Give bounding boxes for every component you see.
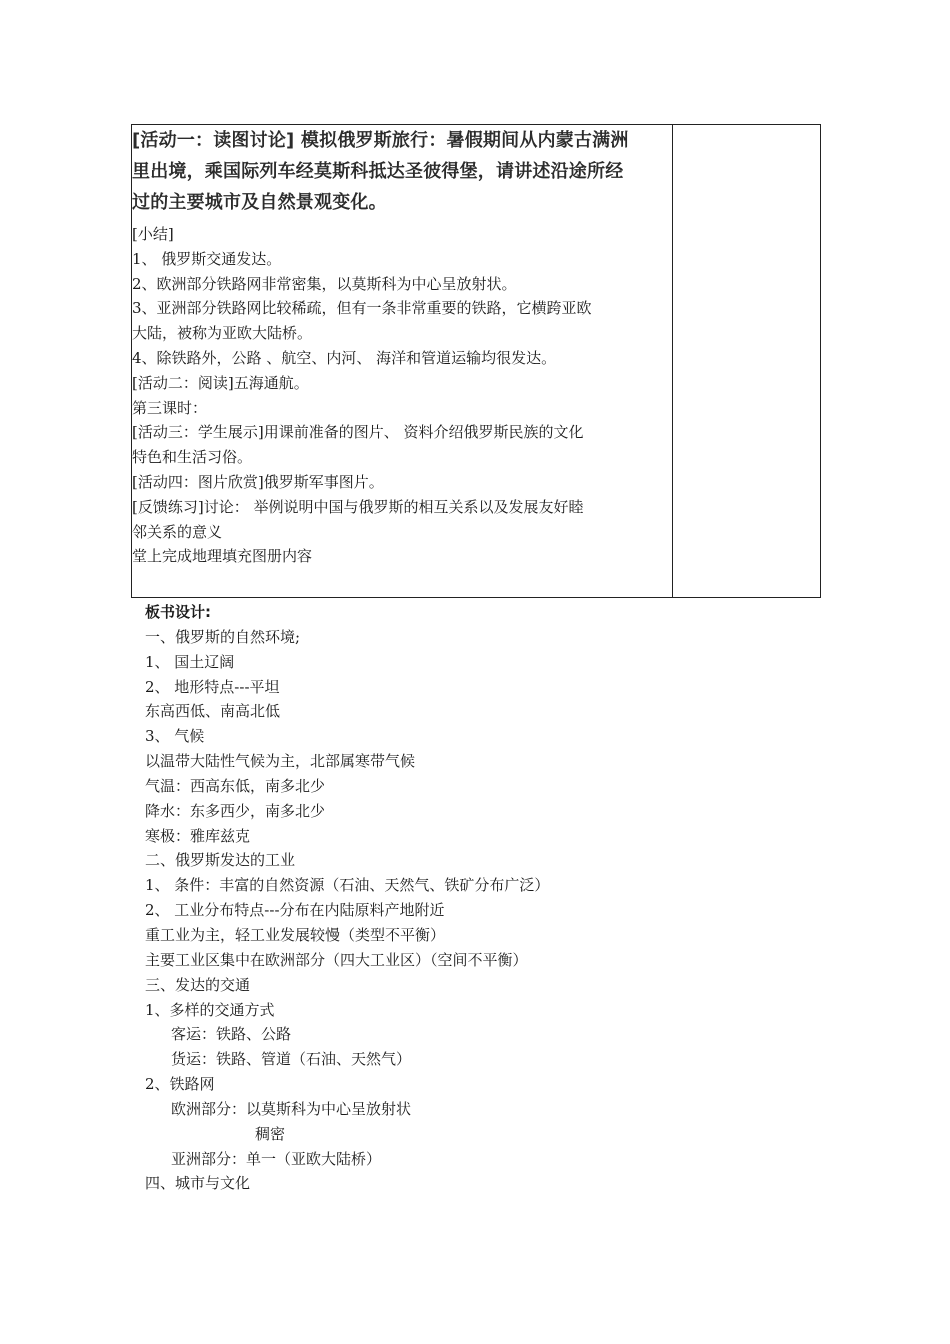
board-line: 寒极：雅库兹克 (145, 826, 251, 845)
board-line: 降水：东多西少，南多北少 (145, 801, 326, 820)
lesson-table (131, 124, 821, 598)
railway-dense: 稠密 (255, 1124, 286, 1143)
board-line: 2、 工业分布特点---分布在内陆原料产地附近 (145, 901, 445, 920)
activity-two: [活动二：阅读]五海通航。 (132, 373, 309, 392)
board-line: 主要工业区集中在欧洲部分（四大工业区）（空间不平衡） (145, 950, 528, 969)
board-line: 二、俄罗斯发达的工业 (145, 851, 296, 870)
activity-three: [活动三：学生展示]用课前准备的图片、 资料介绍俄罗斯民族的文化 (132, 423, 584, 442)
transport-passenger: 客运：铁路、公路 (171, 1025, 292, 1044)
board-line: 三、发达的交通 (145, 975, 251, 994)
railway-title: 2、铁路网 (145, 1075, 215, 1094)
transport-freight: 货运：铁路、管道（石油、天然气） (171, 1050, 412, 1069)
section-four: 四、城市与文化 (145, 1174, 251, 1193)
activity-four: [活动四：图片欣赏]俄罗斯军事图片。 (132, 472, 384, 491)
lesson-content-cell (132, 125, 673, 598)
activity-one-block (132, 125, 672, 218)
board-line: 2、 地形特点---平坦 (145, 677, 280, 696)
activity-one-line: 里出境，乘国际列车经莫斯科抵达圣彼得堡，请讲述沿途所经 (132, 161, 624, 182)
board-line: 重工业为主，轻工业发展较慢（类型不平衡） (145, 925, 446, 944)
board-design (145, 600, 845, 1196)
board-line: 东高西低、南高北低 (145, 702, 281, 721)
board-line: 以温带大陆性气候为主，北部属寒带气候 (145, 752, 416, 771)
board-line: 1、 国土辽阔 (145, 652, 235, 671)
activity-one-line: 过的主要城市及自然景观变化。 (132, 192, 387, 213)
in-class-task: 堂上完成地理填充图册内容 (132, 547, 313, 566)
feedback-exercise: 邻关系的意义 (132, 522, 223, 541)
activity-three: 特色和生活习俗。 (132, 448, 253, 467)
lesson-three-label: 第三课时： (132, 398, 208, 417)
board-line: 3、 气候 (145, 727, 205, 746)
activity-one-line: [活动一：读图讨论] 模拟俄罗斯旅行：暑假期间从内蒙古满洲 (132, 130, 629, 151)
summary-item: 3、亚洲部分铁路网比较稀疏，但有一条非常重要的铁路，它横跨亚欧 (132, 299, 592, 318)
summary-label: [小结] (132, 225, 174, 243)
summary-item: 2、欧洲部分铁路网非常密集，以莫斯科为中心呈放射状。 (132, 274, 517, 293)
board-line: 一、俄罗斯的自然环境; (145, 627, 301, 646)
summary-item: 1、 俄罗斯交通发达。 (132, 249, 282, 268)
lesson-lines (132, 222, 672, 569)
board-line: 1、多样的交通方式 (145, 1000, 275, 1019)
board-title: 板书设计: (145, 603, 211, 621)
summary-item: 大陆，被称为亚欧大陆桥。 (132, 324, 313, 343)
notes-cell (673, 125, 821, 598)
railway-asia: 亚洲部分：单一（亚欧大陆桥） (171, 1149, 382, 1168)
railway-europe: 欧洲部分：以莫斯科为中心呈放射状 (171, 1099, 412, 1118)
board-line: 1、 条件：丰富的自然资源（石油、天然气、铁矿分布广泛） (145, 876, 550, 895)
summary-item: 4、除铁路外，公路 、航空、内河、 海洋和管道运输均很发达。 (132, 348, 557, 367)
feedback-exercise: [反馈练习]讨论： 举例说明中国与俄罗斯的相互关系以及发展友好睦 (132, 497, 584, 516)
board-line: 气温：西高东低，南多北少 (145, 776, 326, 795)
